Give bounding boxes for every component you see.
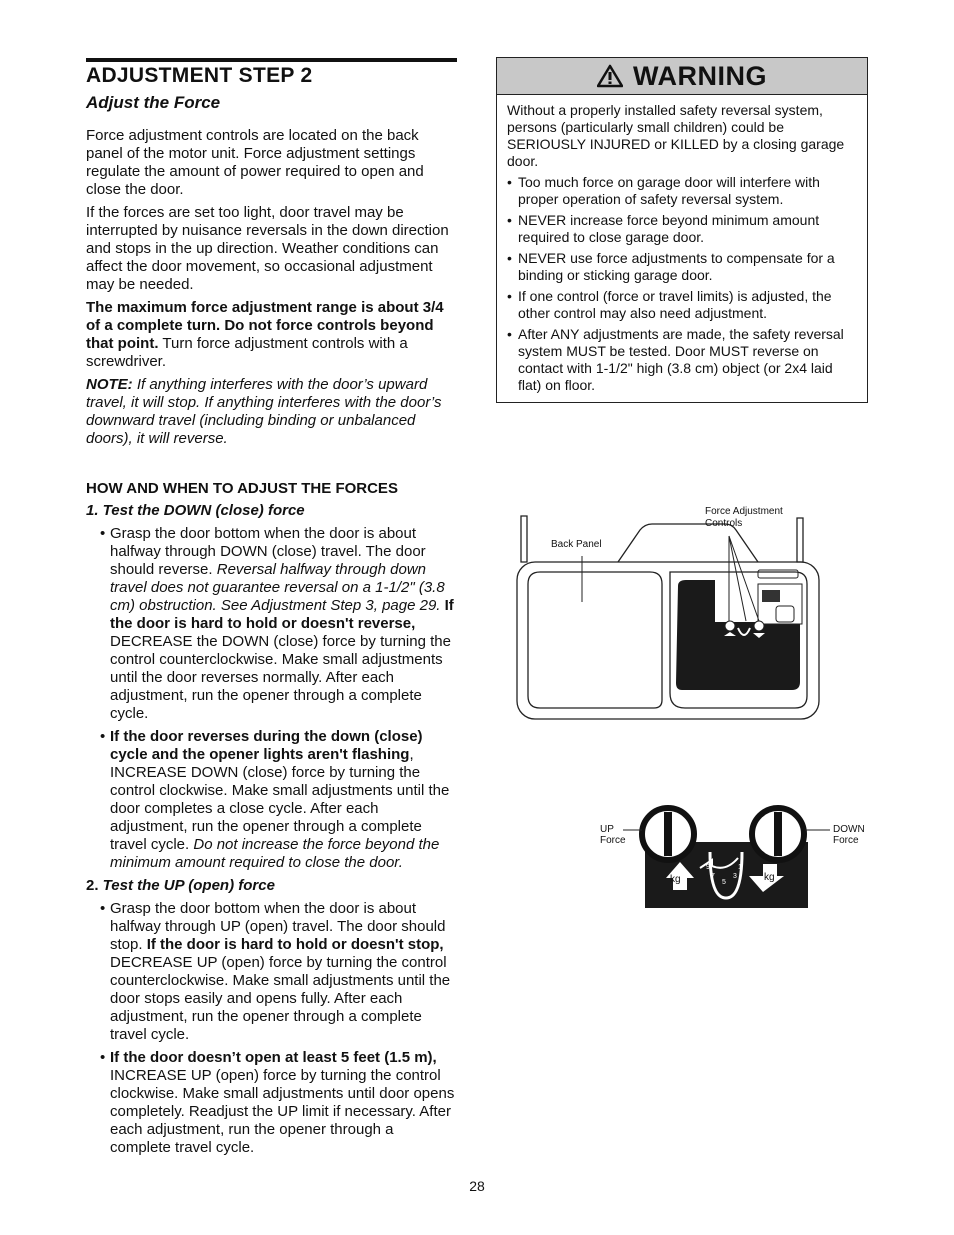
bullet-dot: •	[100, 1049, 106, 1066]
dial-number: 9	[706, 864, 710, 871]
page-subheading: Adjust the Force	[86, 93, 221, 112]
range-warning-bold: The maximum force adjustment range is about 3/4 of a complete turn. Do not force controls beyond that point.	[86, 299, 444, 352]
warning-bullet: • Too much force on garage door will interfere with proper operation of safety reversal system.	[507, 174, 820, 207]
down-force-label-line1: DOWN	[833, 824, 865, 835]
intro-paragraph-2: If the forces are set too light, door travel may be interrupted by nuisance reversals in the down direction and stops in the up direction. Weather conditions can affect the door movement, so occasional adjustment may be needed.	[86, 204, 449, 293]
dial-number: 7	[711, 873, 715, 880]
up-kg-label: kg	[670, 874, 681, 885]
howto-section	[86, 480, 458, 1162]
warning-title: WARNING	[633, 60, 767, 91]
back-panel-label: Back Panel	[551, 539, 602, 550]
range-warning-rest: Turn force adjustment controls with a screwdriver.	[86, 335, 408, 370]
note-text: If anything interferes with the door’s upward travel, it will stop. If anything interferes with the door’s downward travel (including binding or unbalanced doors), it will reverse.	[86, 376, 442, 447]
warning-body	[497, 95, 867, 394]
force-dials-illustration	[620, 790, 840, 915]
howto-title: HOW AND WHEN TO ADJUST THE FORCES	[86, 480, 398, 497]
page-number: 28	[469, 1178, 485, 1194]
warning-bullet: • NEVER use force adjustments to compensate for a binding or sticking garage door.	[507, 250, 835, 283]
step-1-bullet-1: • Grasp the door bottom when the door is about halfway through DOWN (close) travel. The door should reverse. Reversal halfway through down travel does not guarantee reversal on a 1-1/2" (3.8 cm) obstruction. See Adjustment Step 3, page 29. If the door is hard to hold or doesn't reverse, DECREASE the DOWN (close) force by turning the control counterclockwise. Make small adjustments until the door reverses normally. After each adjustment, run the opener through a complete cycle.	[100, 525, 454, 722]
page-heading: ADJUSTMENT STEP 2	[86, 64, 313, 87]
note-label: NOTE:	[86, 376, 133, 393]
dial-number: 3	[733, 873, 737, 880]
step-2-bullet-1: • Grasp the door bottom when the door is about halfway through UP (open) travel. The door should stop. If the door is hard to hold or doesn't stop, DECREASE UP (open) force by turning the control counterclockwise. Make small adjustments until the door stops easily and opens fully. After each adjustment, run the opener through a complete travel cycle.	[100, 900, 451, 1043]
bullet-dot: •	[100, 525, 106, 542]
warning-bullet: • NEVER increase force beyond minimum amount required to close garage door.	[507, 212, 820, 245]
step-2-bullet-2: • If the door doesn’t open at least 5 feet (1.5 m), INCREASE UP (open) force by turning the control clockwise. Make small adjustments until door opens completely. Readjust the UP limit if necessary. After each adjustment, run the opener through a complete travel cycle.	[100, 1049, 455, 1156]
note-paragraph	[86, 376, 458, 448]
down-kg-label: kg	[764, 872, 775, 883]
dial-number: 5	[722, 879, 726, 886]
force-controls-label-line1: Force Adjustment	[705, 506, 783, 517]
bullet-dot: •	[100, 900, 106, 917]
warning-box	[496, 57, 868, 403]
down-force-label-line2: Force	[833, 835, 859, 846]
force-controls-label-line2: Controls	[705, 518, 743, 529]
intro-paragraph-3	[86, 299, 458, 371]
up-force-label-line2: Force	[600, 835, 626, 846]
step-2-title: 2. Test the UP (open) force	[86, 877, 275, 894]
warning-triangle-icon	[597, 64, 623, 88]
up-force-label-line1: UP	[600, 824, 614, 835]
intro-paragraph-1: Force adjustment controls are located on the back panel of the motor unit. Force adjustment settings regulate the amount of power required to open and close the door.	[86, 127, 424, 198]
intro-section	[86, 127, 458, 453]
warning-intro: Without a properly installed safety reversal system, persons (particularly small children) could be SERIOUSLY INJURED or KILLED by a closing garage door.	[507, 102, 845, 169]
dial-number: 1	[738, 864, 742, 871]
motor-unit-illustration	[500, 500, 840, 730]
heading-rule	[86, 58, 457, 62]
step-1-bullet-2: • If the door reverses during the down (close) cycle and the opener lights aren't flashing, INCREASE DOWN (close) force by turning the control clockwise. Make small adjustments until the door completes a close cycle. After each adjustment, run the opener through a complete travel cycle. Do not increase the force beyond the minimum amount required to close the door.	[100, 728, 450, 871]
warning-header	[497, 58, 867, 95]
step-1-title: 1. Test the DOWN (close) force	[86, 502, 305, 519]
bullet-dot: •	[100, 728, 106, 745]
warning-bullet: • After ANY adjustments are made, the safety reversal system MUST be tested. Door MUST reverse on contact with 1-1/2" high (3.8 cm) object (or 2x4 laid flat) on floor.	[507, 326, 844, 393]
warning-bullet: • If one control (force or travel limits) is adjusted, the other control may also need adjustment.	[507, 288, 832, 321]
